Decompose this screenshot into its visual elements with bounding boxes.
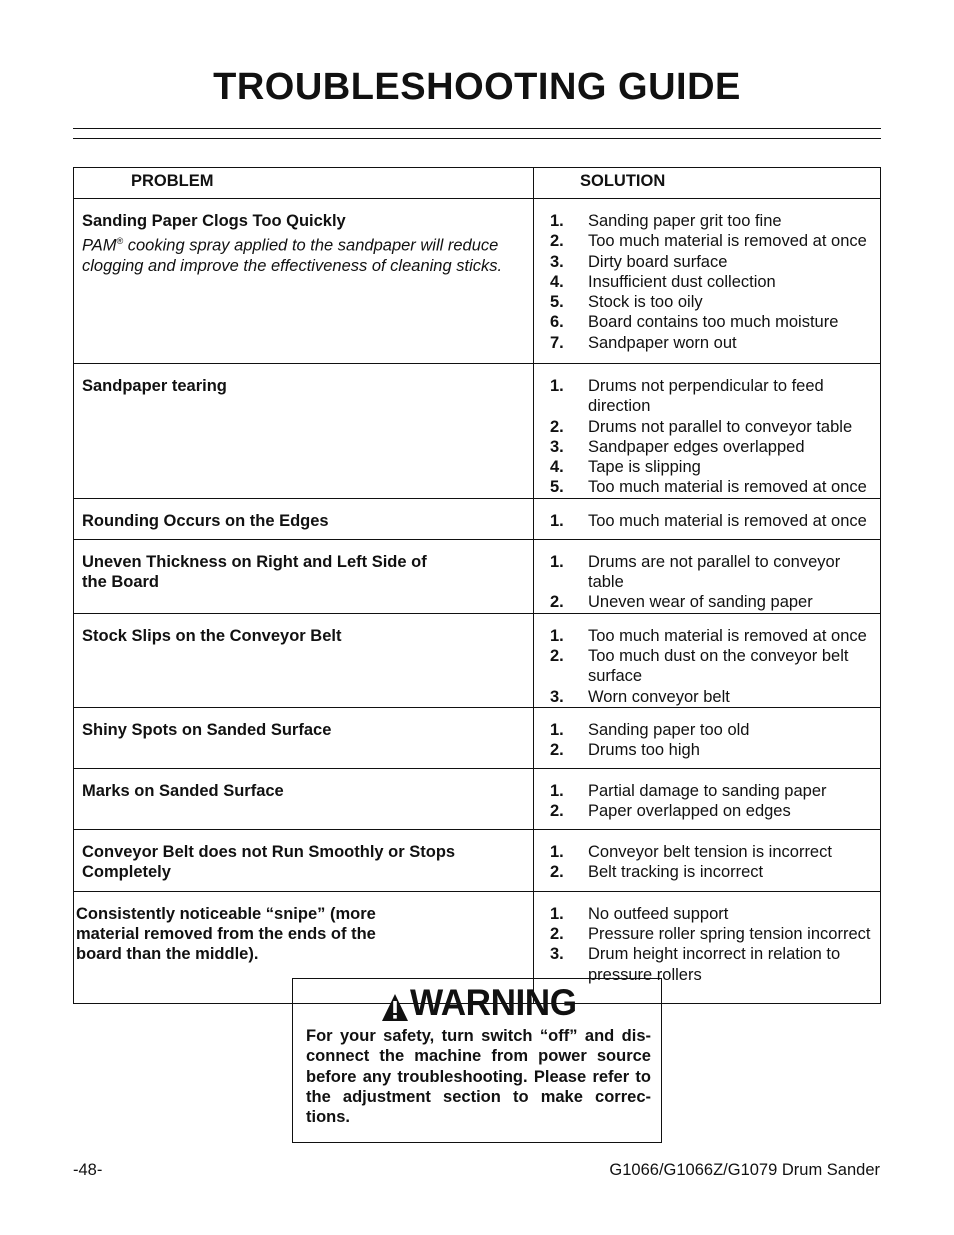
step-number: 1. bbox=[550, 626, 564, 645]
step-number: 2. bbox=[550, 593, 564, 612]
title-rule-bottom bbox=[73, 138, 881, 139]
step-text: Conveyor belt tension is incorrect bbox=[588, 842, 832, 861]
step-text: Sandpaper edges overlapped bbox=[588, 437, 805, 456]
step-text: Drums not perpendicular to feed direction bbox=[588, 377, 824, 416]
problem-title: Stock Slips on the Conveyor Belt bbox=[82, 626, 342, 645]
step-number: 2. bbox=[550, 646, 564, 665]
solution-cell bbox=[534, 707, 881, 768]
table-row bbox=[74, 539, 881, 613]
list-item bbox=[550, 904, 872, 924]
page-title: TROUBLESHOOTING GUIDE bbox=[213, 66, 741, 108]
list-item bbox=[550, 252, 872, 272]
step-number: 1. bbox=[550, 212, 564, 230]
step-text: Uneven wear of sanding paper bbox=[588, 593, 813, 612]
list-item bbox=[550, 437, 872, 457]
step-text: Board contains too much moisture bbox=[588, 313, 839, 332]
step-number: 1. bbox=[550, 720, 564, 739]
problem-column-header: PROBLEM bbox=[74, 168, 534, 199]
step-text: Too much material is removed at once bbox=[588, 478, 867, 497]
list-item bbox=[550, 312, 872, 332]
problem-title: Marks on Sanded Surface bbox=[82, 781, 284, 800]
list-item bbox=[550, 592, 872, 612]
step-number: 3. bbox=[550, 252, 564, 271]
note-text: cooking spray applied to the sandpaper will reduce clogging and improve the effectiveness of cleaning sticks. bbox=[82, 236, 503, 276]
step-text: Too much material is removed at once bbox=[588, 626, 867, 645]
list-item bbox=[550, 687, 872, 707]
table-row bbox=[74, 768, 881, 829]
solution-list bbox=[550, 211, 872, 353]
list-item bbox=[550, 924, 872, 944]
step-number: 5. bbox=[550, 478, 564, 497]
solution-list bbox=[550, 842, 872, 883]
step-number: 1. bbox=[550, 511, 564, 530]
problem-cell bbox=[74, 707, 534, 768]
list-item bbox=[550, 477, 872, 497]
step-text: Drums are not parallel to conveyor table bbox=[588, 552, 841, 592]
step-text: No outfeed support bbox=[588, 904, 729, 923]
list-item bbox=[550, 333, 872, 353]
step-number: 4. bbox=[550, 458, 564, 477]
step-number: 1. bbox=[550, 377, 564, 395]
solution-cell bbox=[534, 364, 881, 499]
step-text: Tape is slipping bbox=[588, 458, 701, 477]
problem-title: Conveyor Belt does not Run Smoothly or Stops Completely bbox=[82, 842, 456, 882]
warning-text: For your safety, turn switch “off” and dis-connect the machine from power source before any troubleshooting. Please refer to the adjustment section to make correc-tions. bbox=[306, 1027, 651, 1127]
problem-title: Uneven Thickness on Right and Left Side of the Board bbox=[82, 552, 427, 592]
footer-model: G1066/G1066Z/G1079 Drum Sander bbox=[609, 1161, 880, 1179]
warning-triangle-icon bbox=[381, 993, 409, 1023]
list-item bbox=[550, 740, 872, 760]
problem-cell bbox=[74, 768, 534, 829]
warning-box bbox=[292, 978, 662, 1143]
step-text: Drums not parallel to conveyor table bbox=[588, 417, 853, 436]
list-item bbox=[550, 457, 872, 477]
problem-cell bbox=[74, 613, 534, 707]
step-number: 1. bbox=[550, 904, 564, 923]
step-number: 2. bbox=[550, 232, 564, 251]
step-number: 3. bbox=[550, 945, 564, 964]
page-number: -48- bbox=[73, 1161, 103, 1179]
problem-title: Rounding Occurs on the Edges bbox=[82, 511, 329, 530]
problem-cell bbox=[74, 364, 534, 499]
list-item bbox=[550, 646, 872, 687]
step-number: 7. bbox=[550, 333, 564, 352]
solution-list bbox=[550, 511, 872, 531]
step-number: 2. bbox=[550, 741, 564, 760]
step-number: 3. bbox=[550, 437, 564, 456]
solution-cell bbox=[534, 539, 881, 613]
solution-cell bbox=[534, 613, 881, 707]
list-item bbox=[550, 376, 872, 417]
list-item bbox=[550, 292, 872, 312]
step-text: Sanding paper grit too fine bbox=[588, 212, 782, 230]
list-item bbox=[550, 862, 872, 882]
table-row bbox=[74, 829, 881, 891]
problem-title: Shiny Spots on Sanded Surface bbox=[82, 720, 332, 739]
solution-list bbox=[550, 552, 872, 613]
solution-cell bbox=[534, 498, 881, 539]
step-text: Too much dust on the conveyor belt surface bbox=[588, 646, 849, 686]
step-number: 2. bbox=[550, 863, 564, 882]
warning-label: WARNING bbox=[410, 982, 577, 1023]
step-text: Drums too high bbox=[588, 741, 700, 760]
step-number: 1. bbox=[550, 842, 564, 861]
list-item bbox=[550, 626, 872, 646]
registered-mark: ® bbox=[116, 236, 124, 247]
problem-title: Sanding Paper Clogs Too Quickly bbox=[82, 212, 346, 230]
problem-title: Consistently noticeable “snipe” (more material removed from the ends of the board than the middle). bbox=[76, 904, 376, 964]
step-number: 3. bbox=[550, 687, 564, 706]
step-text: Sandpaper worn out bbox=[588, 333, 737, 352]
solution-list bbox=[550, 720, 872, 761]
solution-cell bbox=[534, 829, 881, 891]
warning-header bbox=[381, 983, 585, 1023]
table-row bbox=[74, 498, 881, 539]
step-text: Worn conveyor belt bbox=[588, 687, 730, 706]
step-number: 5. bbox=[550, 293, 564, 312]
step-number: 6. bbox=[550, 313, 564, 332]
step-number: 4. bbox=[550, 272, 564, 291]
step-text: Insufficient dust collection bbox=[588, 272, 776, 291]
list-item bbox=[550, 272, 872, 292]
step-number: 2. bbox=[550, 802, 564, 821]
list-item bbox=[550, 552, 872, 593]
list-item bbox=[550, 211, 872, 231]
step-text: Dirty board surface bbox=[588, 252, 728, 271]
step-number: 2. bbox=[550, 925, 564, 944]
solution-column-header: SOLUTION bbox=[534, 168, 881, 199]
step-text: Stock is too oily bbox=[588, 293, 703, 312]
table-row bbox=[74, 364, 881, 499]
list-item bbox=[550, 231, 872, 251]
table-header-row bbox=[74, 168, 881, 199]
brand-name: PAM bbox=[82, 236, 117, 255]
list-item bbox=[550, 720, 872, 740]
problem-title: Sandpaper tearing bbox=[82, 377, 227, 395]
table-row bbox=[74, 613, 881, 707]
list-item bbox=[550, 781, 872, 801]
step-text: Too much material is removed at once bbox=[588, 232, 867, 251]
solution-list bbox=[550, 781, 872, 822]
step-text: Paper overlapped on edges bbox=[588, 802, 791, 821]
list-item bbox=[550, 801, 872, 821]
step-text: Belt tracking is incorrect bbox=[588, 863, 764, 882]
step-text: Too much material is removed at once bbox=[588, 511, 867, 530]
problem-cell bbox=[74, 829, 534, 891]
solution-list bbox=[550, 376, 872, 498]
step-number: 1. bbox=[550, 781, 564, 800]
step-text: Partial damage to sanding paper bbox=[588, 781, 827, 800]
list-item bbox=[550, 842, 872, 862]
problem-cell bbox=[74, 498, 534, 539]
step-text: Pressure roller spring tension incorrect bbox=[588, 925, 871, 944]
problem-cell bbox=[74, 199, 534, 364]
solution-list bbox=[550, 904, 872, 985]
solution-cell bbox=[534, 199, 881, 364]
step-text: Drum height incorrect in relation to pressure rollers bbox=[588, 945, 841, 984]
problem-note bbox=[82, 231, 525, 276]
step-text: Sanding paper too old bbox=[588, 720, 750, 739]
troubleshooting-table bbox=[73, 167, 881, 1004]
list-item bbox=[550, 417, 872, 437]
step-number: 2. bbox=[550, 417, 564, 436]
table-row bbox=[74, 707, 881, 768]
solution-list bbox=[550, 626, 872, 707]
solution-cell bbox=[534, 768, 881, 829]
step-number: 1. bbox=[550, 552, 564, 571]
list-item bbox=[550, 511, 872, 531]
problem-cell bbox=[74, 539, 534, 613]
title-rule-top bbox=[73, 128, 881, 129]
table-row bbox=[74, 199, 881, 364]
